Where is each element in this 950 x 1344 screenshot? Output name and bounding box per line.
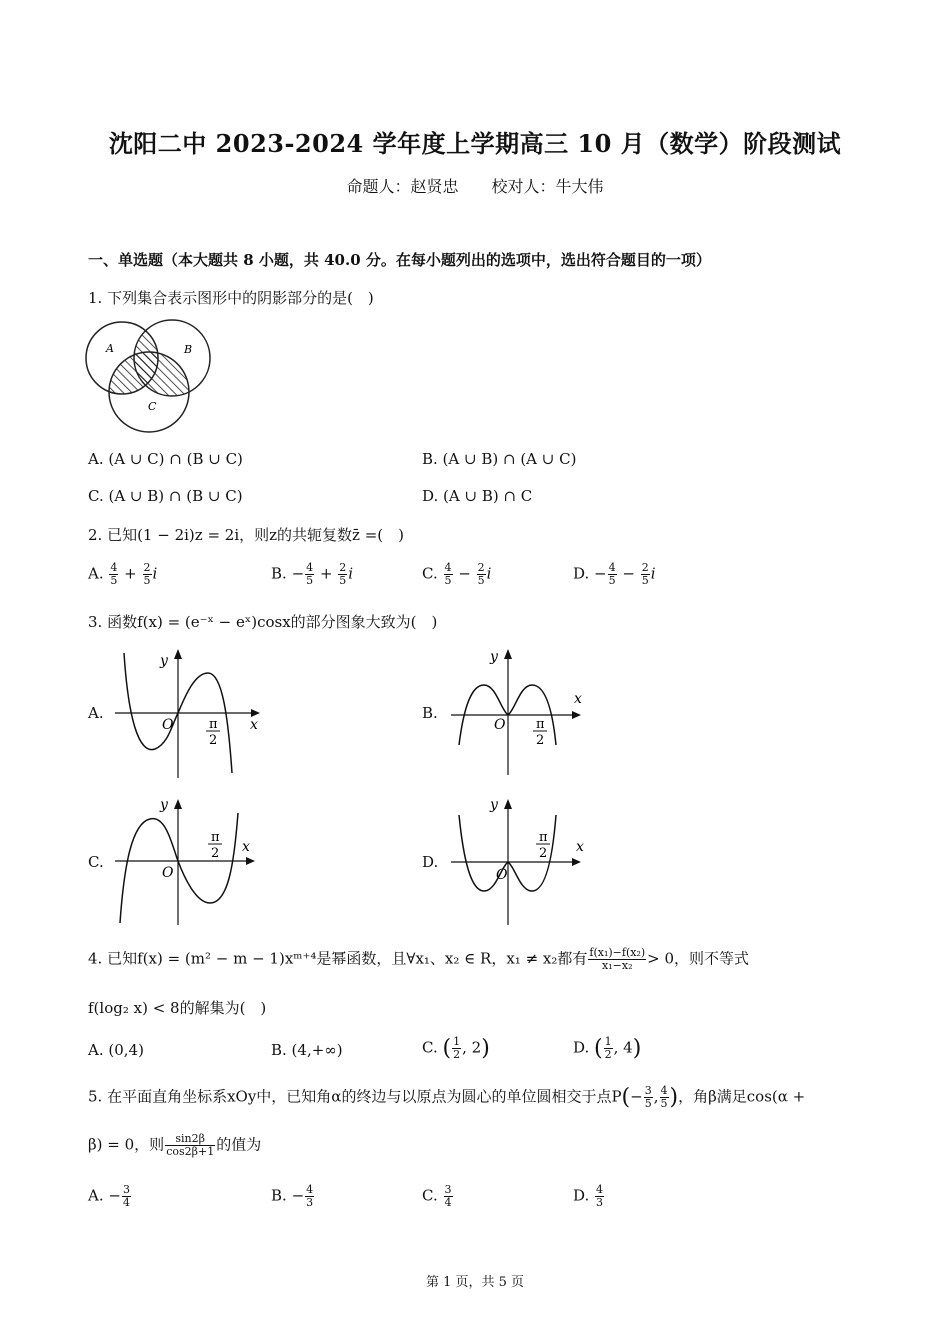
q3a-origin: O: [162, 717, 174, 733]
q3-label-b[interactable]: B.: [422, 704, 438, 722]
q2a-frac2: $\frac{2}{5}$: [143, 561, 151, 587]
q2b-frac2: $\frac{2}{5}$: [339, 561, 347, 587]
q3c-two: 2: [211, 846, 220, 861]
q1-option-c[interactable]: C. (A ∪ B) ∩ (B ∪ C): [88, 487, 243, 505]
q1-option-b[interactable]: B. (A ∪ B) ∩ (A ∪ C): [422, 450, 577, 468]
q3-graph-a[interactable]: [110, 645, 270, 780]
q3d-two: 2: [539, 846, 548, 861]
q4-option-d[interactable]: D. ( $\frac{1}{2}$ , 4): [573, 1035, 642, 1061]
q2c-prefix: C.: [422, 564, 438, 583]
q2c-unit: i: [486, 564, 492, 583]
q2d-frac1: $\frac{4}{5}$: [608, 561, 616, 587]
q1-option-d[interactable]: D. (A ∪ B) ∩ C: [422, 487, 533, 505]
q3c-pi: π: [211, 830, 220, 845]
question-4-text: [88, 947, 749, 972]
q5-line2-a: β) = 0，则: [88, 1135, 165, 1154]
question-3-text: 3. 函数f(x) = (e⁻ˣ − eˣ)cosx的部分图象大致为( ): [88, 613, 438, 631]
q3b-two: 2: [536, 733, 545, 748]
question-5-line2: [88, 1133, 261, 1158]
q2d-op: −: [622, 564, 635, 583]
q4c-frac: $\frac{1}{2}$: [453, 1035, 461, 1061]
q5a-frac: $\frac{3}{4}$: [122, 1183, 130, 1209]
q5-p-x: $\frac{3}{5}$: [644, 1084, 652, 1110]
q3d-origin: O: [496, 867, 508, 883]
q3d-x-label: x: [576, 839, 584, 855]
q5-option-a[interactable]: [88, 1184, 132, 1209]
q3-graph-b[interactable]: [446, 645, 596, 780]
q3a-pi: π: [209, 717, 218, 732]
q2d-prefix: D.: [573, 564, 590, 583]
q5b-prefix: B.: [271, 1186, 287, 1205]
q4-option-b[interactable]: B. (4,+∞): [271, 1041, 343, 1059]
q2-option-c[interactable]: [422, 562, 491, 587]
q2b-frac1: $\frac{4}{5}$: [306, 561, 314, 587]
q2d-sign: −: [594, 564, 607, 583]
q5-option-c[interactable]: [422, 1184, 454, 1209]
q3c-x-label: x: [242, 839, 250, 855]
q5c-prefix: C.: [422, 1186, 438, 1205]
q3a-x-label: x: [250, 717, 258, 733]
q2d-frac2: $\frac{2}{5}$: [641, 561, 649, 587]
venn-diagram: [84, 320, 214, 432]
q3-graph-c[interactable]: [110, 795, 270, 930]
q3-graph-d[interactable]: [446, 795, 596, 930]
authors-line: [0, 174, 950, 197]
q2-option-d[interactable]: [573, 562, 656, 587]
q3-label-d[interactable]: D.: [422, 853, 439, 871]
q2b-prefix: B.: [271, 564, 287, 583]
question-2-text: 2. 已知(1 − 2i)z = 2i，则z的共轭复数z̄ =( ): [88, 526, 404, 544]
q2d-unit: i: [650, 564, 656, 583]
q2-option-b[interactable]: [271, 562, 353, 587]
q3a-y-label: y: [160, 653, 168, 669]
q4c-tail: , 2: [462, 1038, 482, 1057]
q5a-sign: −: [108, 1186, 121, 1205]
q1-option-a[interactable]: A. (A ∪ C) ∩ (B ∪ C): [88, 450, 243, 468]
q2-option-a[interactable]: [88, 562, 157, 587]
q5-line2-b: 的值为: [216, 1135, 262, 1154]
section-heading: 一、单选题（本大题共 8 小题，共 40.0 分。在每小题列出的选项中，选出符合题目的一项）: [88, 251, 711, 269]
question-5-text: 5. 在平面直角坐标系xOy中，已知角α的终边与以原点为圆心的单位圆相交于点P(− $\frac{3}{5}$ , $\frac{4}{5}$ )，角β满足cos(α +: [88, 1084, 806, 1110]
q2b-unit: i: [348, 564, 354, 583]
q4d-frac: $\frac{1}{2}$: [604, 1035, 612, 1061]
venn-label-a: A: [106, 342, 114, 355]
q5b-sign: −: [291, 1186, 305, 1205]
q5-text-b: ，角β满足cos(α +: [678, 1087, 806, 1106]
page-footer: 第 1 页，共 5 页: [425, 1275, 525, 1290]
q3b-origin: O: [494, 717, 506, 733]
q5d-frac: $\frac{4}{3}$: [596, 1183, 604, 1209]
q4c-prefix: C.: [422, 1038, 438, 1057]
q5c-frac: $\frac{3}{4}$: [444, 1183, 452, 1209]
q4d-tail: , 4: [613, 1038, 633, 1057]
q5d-prefix: D.: [573, 1186, 590, 1205]
q4d-prefix: D.: [573, 1038, 590, 1057]
q2a-op: +: [124, 564, 137, 583]
q2b-op: +: [319, 564, 333, 583]
q3b-x-label: x: [574, 691, 582, 707]
q2a-unit: i: [152, 564, 158, 583]
venn-label-c: C: [148, 400, 157, 413]
q4-frac: $\frac{\text{f(x₁)−f(x₂)}}{\text{x₁−x₂}}$: [589, 946, 646, 972]
q5-option-d[interactable]: [573, 1184, 605, 1209]
q4-option-a[interactable]: A. (0,4): [88, 1041, 144, 1059]
question-1-text: 1. 下列集合表示图形中的阴影部分的是( ): [88, 289, 374, 307]
q5a-prefix: A.: [88, 1186, 104, 1205]
q3a-two: 2: [209, 733, 218, 748]
q3b-y-label: y: [490, 649, 498, 665]
q3-label-c[interactable]: C.: [88, 853, 104, 871]
q2a-frac1: $\frac{4}{5}$: [110, 561, 118, 587]
q3c-origin: O: [162, 865, 174, 881]
q5-option-b[interactable]: [271, 1184, 315, 1209]
q5-frac: $\frac{\sin 2\beta}{\cos 2\beta+1}$: [166, 1132, 215, 1158]
q5-text-a: 5. 在平面直角坐标系xOy中，已知角α的终边与以原点为圆心的单位圆相交于点P: [88, 1087, 622, 1106]
q2b-sign: −: [291, 564, 305, 583]
q3c-y-label: y: [160, 797, 168, 813]
q4-option-c[interactable]: C. ( $\frac{1}{2}$ , 2): [422, 1035, 490, 1061]
q2c-op: −: [458, 564, 471, 583]
q2a-prefix: A.: [88, 564, 104, 583]
q3d-y-label: y: [490, 797, 498, 813]
q3-label-a[interactable]: A.: [88, 704, 104, 722]
q4-text-b: > 0，则不等式: [647, 949, 750, 968]
question-4-line2: f(log₂ x) < 8的解集为( ): [88, 999, 267, 1017]
venn-label-b: B: [184, 343, 193, 356]
setter-name: 命题人：赵贤忠: [346, 177, 459, 196]
q3b-pi: π: [536, 717, 545, 732]
q4-text-a: 4. 已知f(x) = (m² − m − 1)xᵐ⁺⁴是幂函数，且∀x₁、x₂ ∈ R，x₁ ≠ x₂都有: [88, 949, 588, 968]
q2c-frac2: $\frac{2}{5}$: [477, 561, 485, 587]
page-title: 沈阳二中 2023-2024 学年度上学期高三 10 月（数学）阶段测试: [108, 129, 842, 158]
checker-name: 校对人：牛大伟: [491, 177, 604, 196]
q5-p-y: $\frac{4}{5}$: [660, 1084, 668, 1110]
q5b-frac: $\frac{4}{3}$: [306, 1183, 314, 1209]
q3d-pi: π: [539, 830, 548, 845]
q2c-frac1: $\frac{4}{5}$: [444, 561, 452, 587]
